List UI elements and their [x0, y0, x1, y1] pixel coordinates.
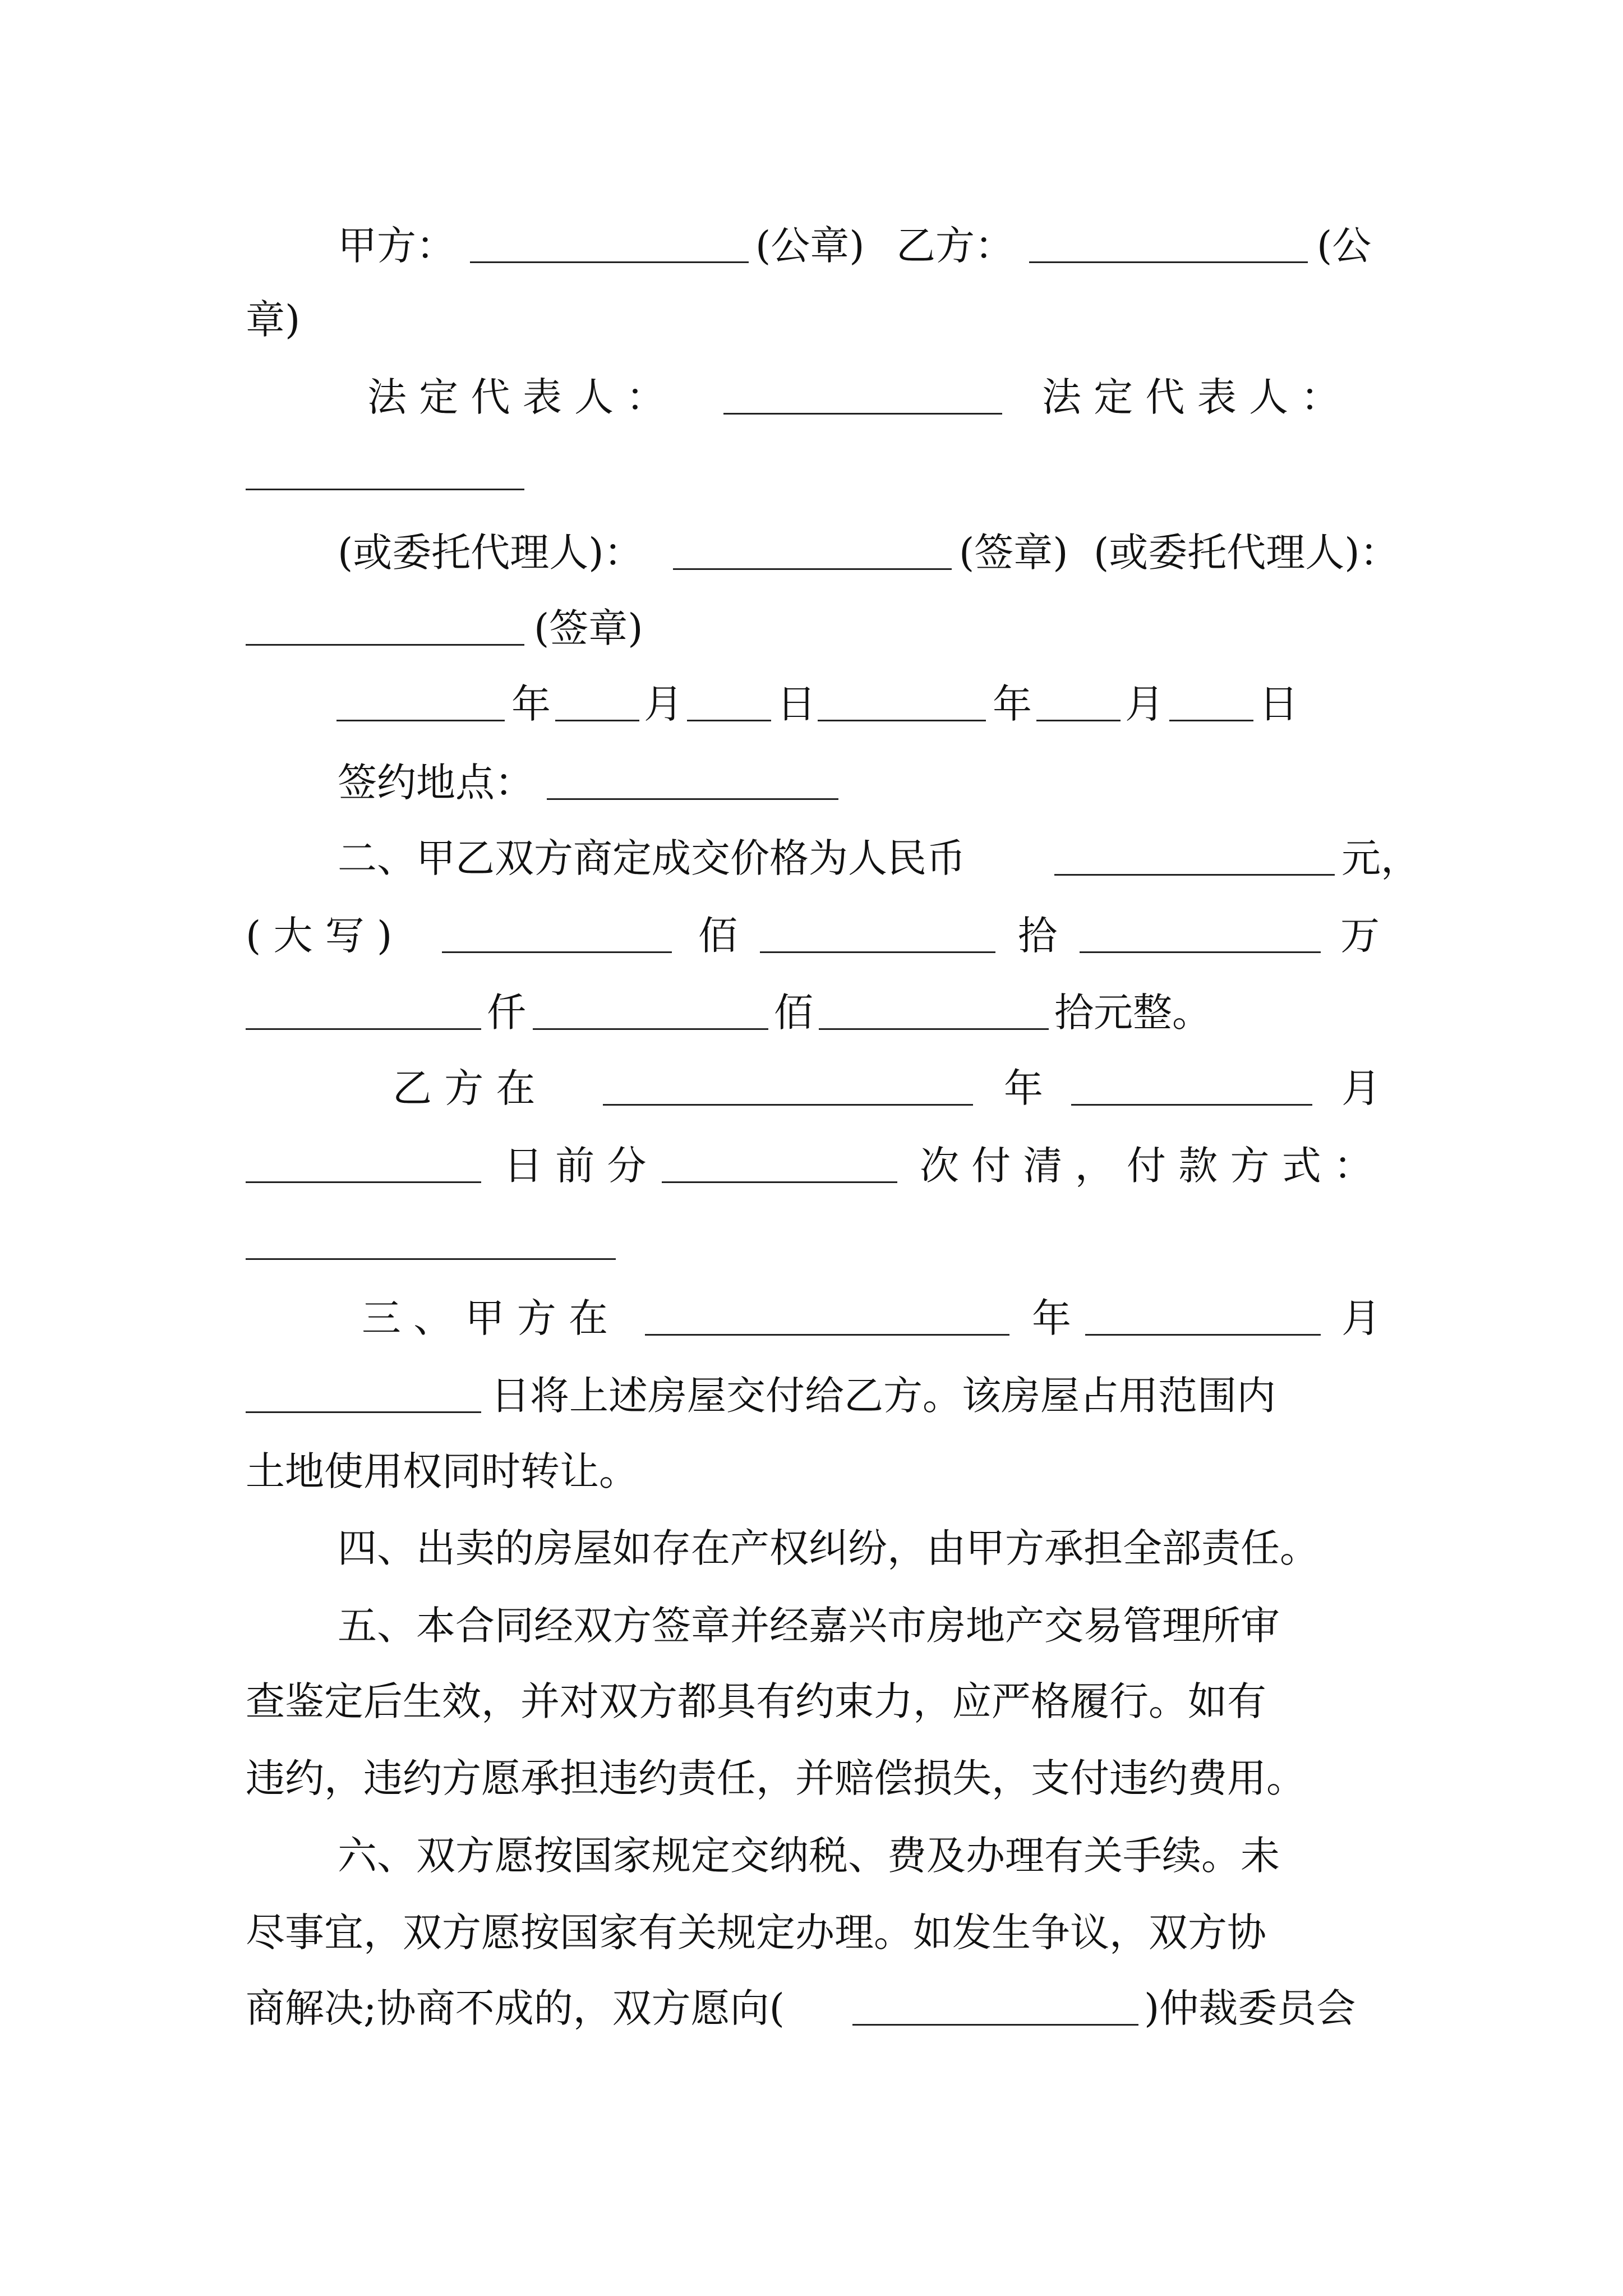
bai-label-2: 佰	[774, 990, 813, 1036]
shi-label: 拾	[1018, 913, 1057, 959]
agent-b-label: (或委托代理人)：	[1094, 530, 1399, 576]
signing-place-blank	[547, 798, 838, 800]
delivery-text: 日将上述房屋交付给乙方。该房屋占用范围内	[491, 1373, 1276, 1419]
clause-four-text: 四、出卖的房屋如存在产权纠纷，由甲方承担全部责任。	[338, 1525, 1319, 1571]
delivery-year-label: 年	[1032, 1295, 1071, 1341]
yi-fang-zai-label: 乙 方 在	[393, 1065, 536, 1111]
wan-blank	[1080, 951, 1321, 953]
payment-method-line	[0, 1132, 1623, 1199]
signing-place-label: 签约地点：	[338, 760, 534, 806]
day-a-label: 日	[777, 681, 816, 727]
payment-year-blank	[603, 1104, 973, 1106]
qian-label: 仟	[487, 990, 526, 1036]
party-a-blank	[470, 261, 749, 263]
payment-month-label: 月	[1341, 1065, 1381, 1111]
price-line	[0, 825, 1623, 892]
san-label: 三 、 甲 方 在	[362, 1295, 608, 1341]
payment-year-label: 年	[1004, 1065, 1043, 1111]
delivery-day-blank	[246, 1411, 481, 1413]
daxie-label: ( 大 写 )	[246, 913, 393, 959]
bai-blank	[533, 1028, 768, 1030]
clause-five-text-1: 五、本合同经双方签章并经嘉兴市房地产交易管理所审	[338, 1603, 1280, 1649]
legal-rep-b-blank	[246, 489, 524, 490]
delivery-year-blank	[645, 1334, 1009, 1336]
agent-b-sign-line	[0, 595, 1623, 662]
delivery-month-label: 月	[1341, 1295, 1381, 1341]
legal-rep-a-blank	[723, 413, 1002, 415]
date-line	[0, 670, 1623, 738]
clause-six-line-2	[0, 1899, 1623, 1966]
legal-rep-a-label: 法 定 代 表 人 ：	[367, 374, 666, 420]
clause-six-line-3	[0, 1975, 1623, 2042]
bai-wan-blank	[442, 951, 672, 953]
party-a-label: 甲方：	[338, 223, 455, 269]
delivery-date-line	[0, 1285, 1623, 1352]
shi-wan-blank	[760, 951, 995, 953]
delivery-line	[0, 1362, 1623, 1429]
year-a-label: 年	[511, 681, 551, 727]
amount-words-line-2	[0, 979, 1623, 1046]
legal-rep-b-line	[0, 439, 1623, 507]
day-b-blank	[1169, 720, 1253, 721]
price-label: 二、甲乙双方商定成交价格为人民币	[338, 835, 966, 881]
qian-blank	[246, 1028, 481, 1030]
land-use-text: 土地使用权同时转让。	[246, 1448, 638, 1494]
ri-qian-fen-label: 日 前 分	[504, 1143, 647, 1189]
month-a-label: 月	[644, 681, 683, 727]
month-b-blank	[1036, 720, 1121, 721]
price-blank	[1054, 874, 1335, 876]
payment-day-blank	[246, 1181, 481, 1183]
agent-a-blank	[673, 568, 952, 570]
month-a-blank	[555, 720, 639, 721]
shi-yuan-label: 拾元整。	[1054, 990, 1211, 1036]
clause-five-text-3: 违约，违约方愿承担违约责任，并赔偿损失，支付违约费用。	[246, 1755, 1306, 1801]
clause-six-text-3-head: 商解决;协商不成的，双方愿向(	[246, 1985, 785, 2031]
month-b-label: 月	[1125, 681, 1164, 727]
delivery-month-blank	[1085, 1334, 1321, 1336]
party-b-blank	[1029, 261, 1308, 263]
day-a-blank	[687, 720, 771, 721]
clause-five-line-3	[0, 1745, 1623, 1812]
land-use-line	[0, 1438, 1623, 1505]
clause-five-line-1	[0, 1592, 1623, 1659]
payment-month-blank	[1071, 1104, 1312, 1106]
day-b-label: 日	[1259, 681, 1298, 727]
party-b-seal-start: (公	[1317, 223, 1372, 269]
arbitration-blank	[852, 2024, 1138, 2026]
clause-six-text-1: 六、双方愿按国家规定交纳税、费及办理有关手续。未	[338, 1833, 1280, 1879]
agent-a-sign: (签章)	[959, 530, 1068, 576]
installments-blank	[662, 1181, 897, 1183]
clause-six-line-1	[0, 1822, 1623, 1889]
legal-rep-line	[0, 364, 1623, 431]
agent-a-label: (或委托代理人)：	[338, 530, 643, 576]
agent-b-blank	[246, 644, 524, 646]
signing-place-line	[0, 749, 1623, 816]
year-b-blank	[818, 720, 986, 721]
payment-method-blank	[246, 1258, 616, 1260]
clause-five-line-2	[0, 1668, 1623, 1735]
party-b-label: 乙方：	[896, 223, 1014, 269]
party-line	[0, 212, 1623, 279]
payment-method-label: 次 付 清 ， 付 款 方 式 ：	[920, 1143, 1373, 1189]
bai-label: 佰	[698, 913, 737, 959]
amount-words-line	[0, 902, 1623, 969]
clause-five-text-2: 查鉴定后生效，并对双方都具有约束力，应严格履行。如有	[246, 1678, 1266, 1724]
party-b-seal-end: 章)	[246, 297, 301, 343]
wan-label: 万	[1340, 913, 1380, 959]
payment-date-line	[0, 1055, 1623, 1122]
seal-continuation-line	[0, 286, 1623, 353]
legal-rep-b-label: 法 定 代 表 人 ：	[1042, 374, 1340, 420]
clause-four-line	[0, 1515, 1623, 1582]
year-a-blank	[336, 720, 505, 721]
year-b-label: 年	[993, 681, 1032, 727]
clause-six-text-3-tail: )仲裁委员会	[1144, 1985, 1356, 2031]
agent-b-sign: (签章)	[534, 605, 643, 651]
clause-six-text-2: 尽事宜，双方愿按国家有关规定办理。如发生争议，双方协	[246, 1910, 1266, 1955]
yuan-label: 元，	[1341, 835, 1420, 881]
agent-line	[0, 519, 1623, 586]
payment-method-blank-line	[0, 1209, 1623, 1276]
shi-blank	[819, 1028, 1049, 1030]
party-a-seal: (公章)	[755, 223, 865, 269]
